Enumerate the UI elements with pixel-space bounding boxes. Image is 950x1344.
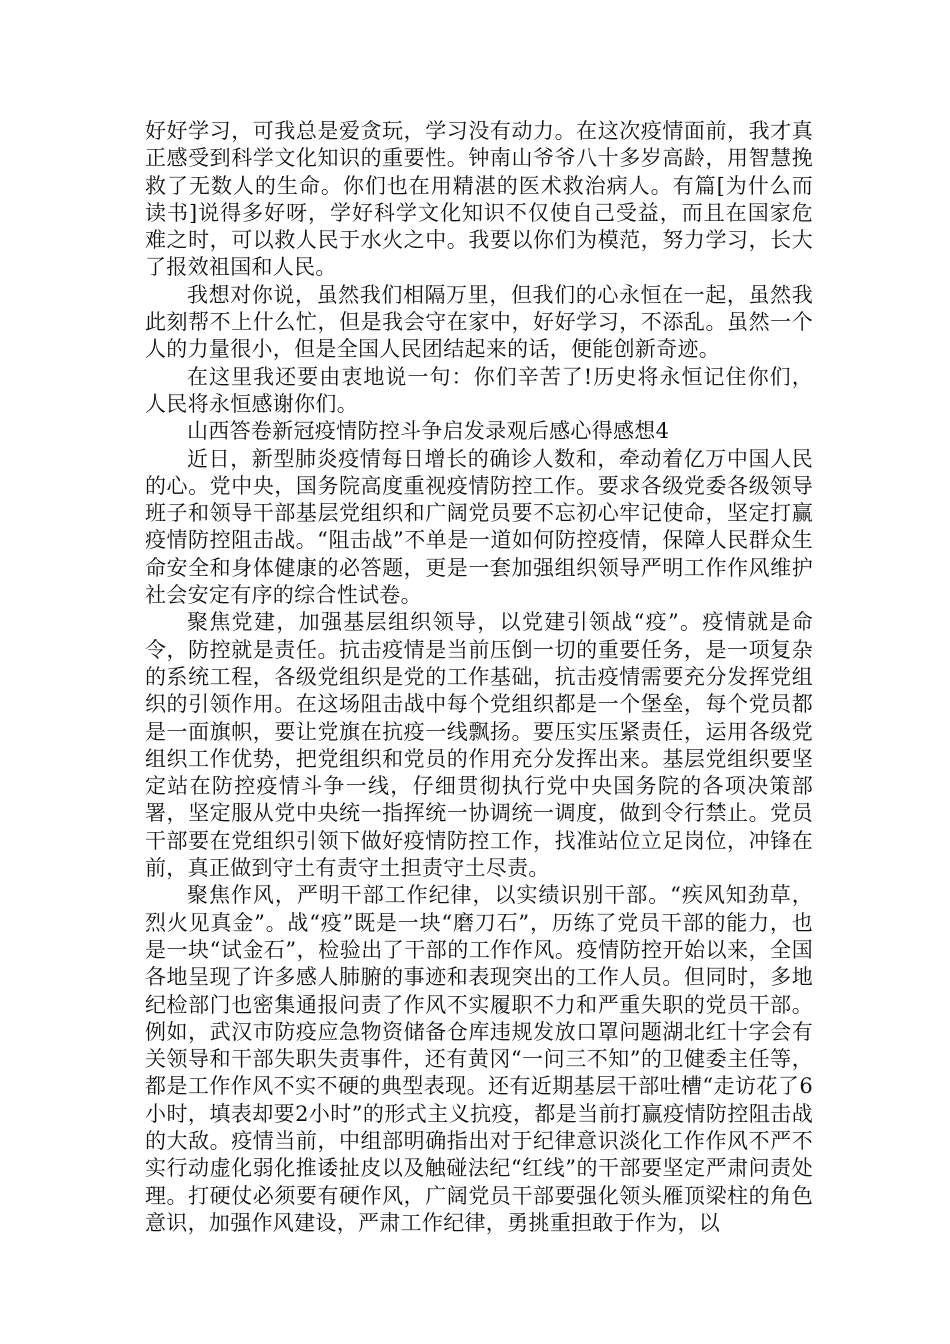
document-body [145, 118, 813, 1237]
paragraph-heart-together: 我想对你说，虽然我们相隔万里，但我们的心永恒在一起，虽然我此刻帮不上什么忙，但是我会守在家中，好好学习，不添乱。虽然一个人的力量很小，但是全国人民团结起来的话，便能创新奇迹。 [145, 282, 813, 362]
paragraph-continued-study: 好好学习，可我总是爱贪玩，学习没有动力。在这次疫情面前，我才真正感受到科学文化知识的重要性。钟南山爷爷八十多岁高龄，用智慧挽救了无数人的生命。你们也在用精湛的医术救治病人。有篇[为什么而读书]说得多好呀，学好科学文化知识不仅使自己受益，而且在国家危难之时，可以救人民于水火之中。我要以你们为模范，努力学习，长大了报效祖国和人民。 [145, 119, 813, 280]
paragraph-work-style: 聚焦作风，严明干部工作纪律，以实绩识别干部。“疾风知劲草，烈火见真金”。战“疫”既是一块“磨刀石”，历练了党员干部的能力，也是一块“试金石”，检验出了干部的工作作风。疫情防控开始以来，全国各地呈现了许多感人肺腑的事迹和表现突出的工作人员。但同时，多地纪检部门也密集通报问责了作风不实履职不力和严重失职的党员干部。例如，武汉市防疫应急物资储备仓库违规发放口罩问题湖北红十字会有关领导和干部失职失责事件，还有黄冈“一问三不知”的卫健委主任等，都是工作作风不实不硬的典型表现。还有近期基层干部吐槽“走访花了6小时，填表却要2小时”的形式主义抗疫，都是当前打赢疫情防控阻击战的大敌。疫情当前，中组部明确指出对于纪律意识淡化工作作风不严不实行动虚化弱化推诿扯皮以及触碰法纪“红线”的干部要坚定严肃问责处理。打硬仗必须要有硬作风，广阔党员干部要强化领头雁顶梁柱的角色意识，加强作风建设，严肃工作纪律，勇挑重担敢于作为，以 [145, 883, 813, 1235]
paragraph-intro: 近日，新型肺炎疫情每日增长的确诊人数和，牵动着亿万中国人民的心。党中央，国务院高度重视疫情防控工作。要求各级党委各级领导班子和领导干部基层党组织和广阔党员要不忘初心牢记使命，坚定打赢疫情防控阻击战。“阻击战”不单是一道如何防控疫情，保障人民群众生命安全和身体健康的必答题，更是一套加强组织领导严明工作作风维护社会安定有序的综合性试卷。 [145, 446, 813, 608]
paragraph-thanks: 在这里我还要由衷地说一句：你们辛苦了!历史将永恒记住你们，人民将永恒感谢你们。 [145, 364, 813, 416]
paragraph-party-building: 聚焦党建，加强基层组织领导，以党建引领战“疫”。疫情就是命令，防控就是责任。抗击疫情是当前压倒一切的重要任务，是一项复杂的系统工程，各级党组织是党的工作基础，抗击疫情需要充分发挥党组织的引领作用。在这场阻击战中每个党组织都是一个堡垒，每个党员都是一面旗帜，要让党旗在抗疫一线飘扬。要压实压紧责任，运用各级党组织工作优势，把党组织和党员的作用充分发挥出来。基层党组织要坚定站在防控疫情斗争一线，仔细贯彻执行党中央国务院的各项决策部署，坚定服从党中央统一指挥统一协调统一调度，做到令行禁止。党员干部要在党组织引领下做好疫情防控工作，找准站位立足岗位，冲锋在前，真正做到守土有责守土担责守土尽责。 [145, 610, 813, 881]
section-heading: 山西答卷新冠疫情防控斗争启发录观后感心得感想4 [187, 419, 670, 444]
